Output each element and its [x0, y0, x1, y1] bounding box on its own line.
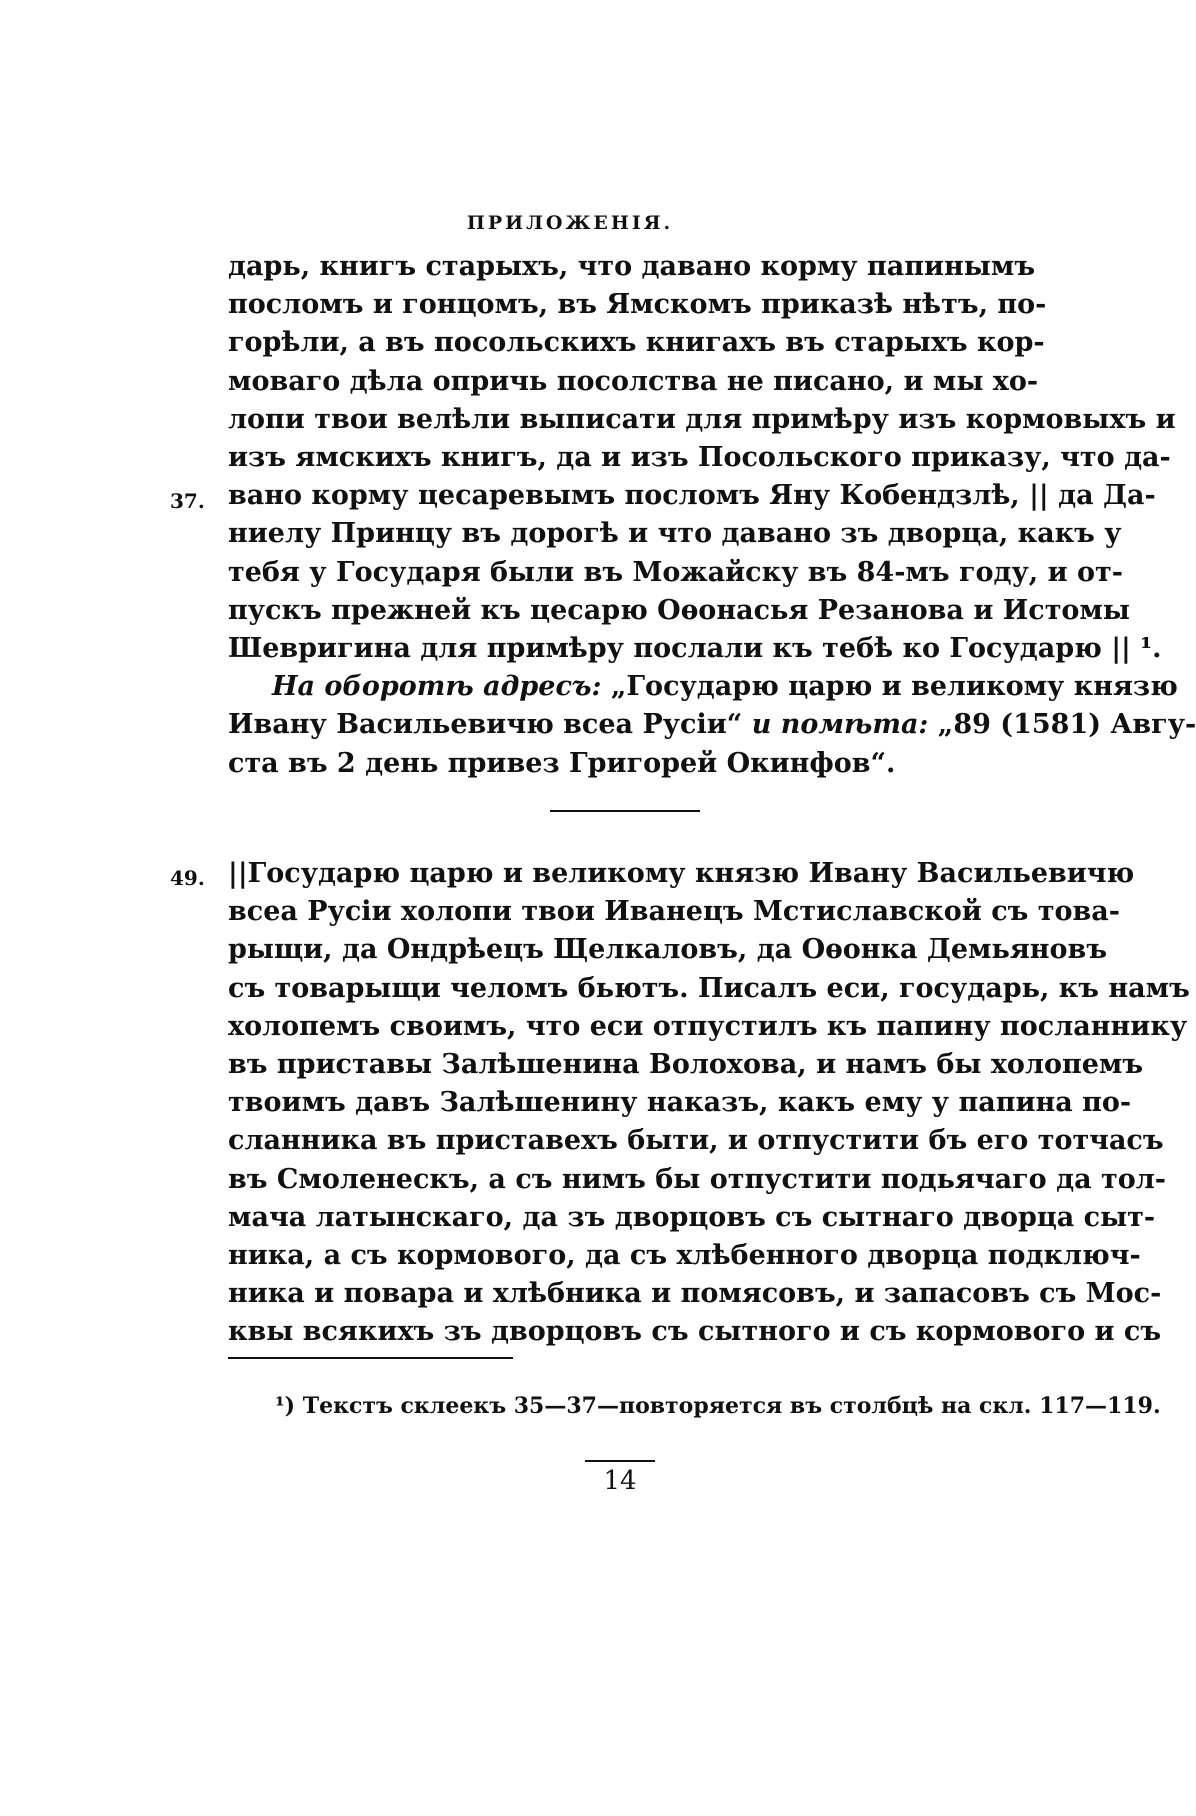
- text-line: изъ ямскихъ книгъ, да и изъ Посольского приказу, что да-: [228, 442, 1171, 474]
- text-line: Шевригина для примѣру послали къ тебѣ ко Государю || ¹.: [228, 633, 1162, 665]
- text-line: вано корму цесаревымъ посломъ Яну Кобендзлѣ, || да Да-: [228, 480, 1156, 512]
- text-line: посломъ и гонцомъ, въ Ямскомъ приказѣ нѣтъ, по-: [228, 289, 1047, 321]
- text-line: моваго дѣла опричь посолства не писано, и мы хо-: [228, 365, 1039, 397]
- text-line: всеа Русіи холопи твои Иванецъ Мстиславской съ това-: [228, 896, 1120, 928]
- endorsement-line: ста въ 2 день привез Григорей Окинфов“.: [228, 747, 896, 779]
- text-line: въ приставы Залѣшенина Волохова, и намъ бы холопемъ: [228, 1049, 1144, 1081]
- footnote: ¹) Текстъ склеекъ 35—37—повторяется въ столбцѣ на скл. 117—119.: [275, 1393, 1161, 1419]
- footnote-rule: [228, 1357, 513, 1359]
- endorsement-address-cont: Ивану Васильевичю всеа Русіи“: [228, 709, 752, 741]
- text-line: квы всякихъ зъ дворцовъ съ сытного и съ кормового и съ: [228, 1316, 1162, 1348]
- endorsement-note: „89 (1581) Авгу-: [928, 709, 1196, 741]
- endorsement-line: [228, 706, 1196, 744]
- text-line: лопи твои велѣли выписати для примѣру изъ кормовыхъ и: [228, 403, 1176, 435]
- page-number: [585, 1460, 655, 1496]
- text-block-b: [228, 855, 1190, 1352]
- running-head: ПРИЛОЖЕНІЯ.: [466, 212, 674, 234]
- text-line: ниелу Принцу въ дорогѣ и что давано зъ дворца, какъ у: [228, 518, 1122, 550]
- text-line: горѣли, а въ посольскихъ книгахъ въ старыхъ кор-: [228, 327, 1045, 359]
- margin-number-49: 49.: [170, 866, 205, 890]
- endorsement-label-note: и помѣта:: [751, 709, 929, 741]
- text-line: холопемъ своимъ, что еси отпустилъ къ папину посланнику: [228, 1010, 1188, 1042]
- text-line: дарь, книгъ старыхъ, что давано корму папинымъ: [228, 251, 1036, 282]
- text-line: твоимъ давъ Залѣшенину наказъ, какъ ему у папина по-: [228, 1087, 1132, 1119]
- endorsement-address: „Государю царю и великому князю: [601, 671, 1178, 703]
- text-line: съ товарыщи челомъ бьютъ. Писалъ еси, государь, къ намъ: [228, 972, 1190, 1004]
- endorsement-line: [228, 668, 1178, 706]
- text-line: тебя у Государя были въ Можайску въ 84-мъ году, и от-: [228, 556, 1123, 588]
- text-line: мача латынскаго, да зъ дворцовъ съ сытнаго дворца сыт-: [228, 1201, 1156, 1233]
- text-line: ника, а съ кормового, да съ хлѣбенного дворца подключ-: [228, 1240, 1141, 1272]
- text-line: рыщи, да Ондрѣецъ Щелкаловъ, да Оѳонка Демьяновъ: [228, 934, 1108, 966]
- text-line: ника и повара и хлѣбника и помясовъ, и запасовъ съ Мос-: [228, 1278, 1162, 1310]
- endorsement-label-address: На оборотѣ адресъ:: [272, 671, 602, 703]
- text-block-a: [228, 248, 1196, 783]
- page-number-rule: [585, 1460, 655, 1462]
- text-line: въ Смоленескъ, а съ нимъ бы отпустити подьячаго да тол-: [228, 1163, 1166, 1195]
- margin-number-37: 37.: [170, 489, 205, 513]
- text-line: ||Государю царю и великому князю Ивану Васильевичю: [228, 858, 1135, 889]
- section-divider: [550, 810, 700, 812]
- page-number-text: 14: [603, 1465, 637, 1496]
- text-line: сланника въ приставехъ быти, и отпустити бъ его тотчасъ: [228, 1125, 1164, 1157]
- text-line: пускъ прежней къ цесарю Оѳонасья Резанова и Истомы: [228, 594, 1130, 626]
